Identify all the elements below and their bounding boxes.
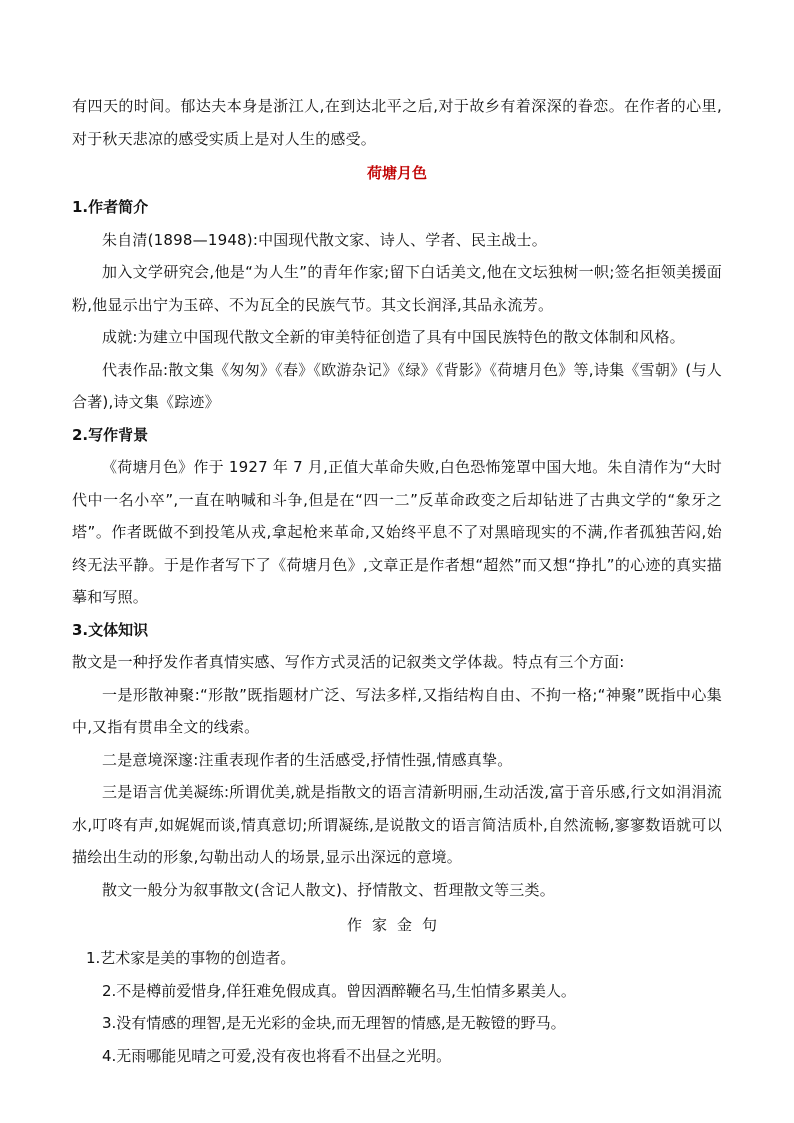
section-title: 荷塘月色 — [366, 164, 427, 182]
author-paragraph: 代表作品:散文集《匆匆》《春》《欧游杂记》《绿》《背影》《荷塘月色》等,诗集《雪朝》(与人合著),诗文集《踪迹》 — [72, 360, 722, 411]
quote-item: 2.不是樽前爱惜身,佯狂难免假成真。曾因酒醉鞭名马,生怕情多累美人。 — [102, 981, 576, 1000]
author-paragraph: 朱自清(1898—1948):中国现代散文家、诗人、学者、民主战士。 — [102, 230, 547, 249]
intro-paragraph: 有四天的时间。郁达夫本身是浙江人,在到达北平之后,对于故乡有着深深的眷恋。在作者的心里,对于秋天悲凉的感受实质上是对人生的感受。 — [72, 97, 722, 148]
genre-paragraph: 三是语言优美凝练:所谓优美,就是指散文的语言清新明丽,生动活泼,富于音乐感,行文如涓涓流水,叮咚有声,如娓娓而谈,情真意切;所谓凝练,是说散文的语言简洁质朴,自然流畅,寥寥数语就可以描绘出生动的形象,勾勒出动人的场景,显示出深远的意境。 — [72, 783, 722, 866]
document-page — [72, 90, 722, 1072]
quote-item: 3.没有情感的理智,是无光彩的金块,而无理智的情感,是无鞍镫的野马。 — [102, 1014, 566, 1032]
quote-item: 4.无雨哪能见晴之可爱,没有夜也将看不出昼之光明。 — [102, 1046, 452, 1065]
section-heading-author: 1.作者简介 — [72, 198, 149, 216]
genre-paragraph: 二是意境深邃:注重表现作者的生活感受,抒情性强,情感真挚。 — [102, 750, 513, 769]
quote-item: 1.艺术家是美的事物的创造者。 — [86, 949, 296, 967]
quotes-title: 作家金句 — [346, 916, 447, 934]
genre-lead: 散文是一种抒发作者真情实感、写作方式灵活的记叙类文学体裁。特点有三个方面: — [72, 653, 625, 671]
genre-paragraph: 一是形散神聚:“形散”既指题材广泛、写法多样,又指结构自由、不拘一格;“神聚”既指中心集中,又指有贯串全文的线索。 — [72, 685, 722, 736]
section-heading-background: 2.写作背景 — [72, 425, 149, 444]
genre-paragraph: 散文一般分为叙事散文(含记人散文)、抒情散文、哲理散文等三类。 — [102, 880, 555, 899]
author-paragraph: 成就:为建立中国现代散文全新的审美特征创造了具有中国民族特色的散文体制和风格。 — [102, 328, 685, 346]
author-paragraph: 加入文学研究会,他是“为人生”的青年作家;留下白话美文,他在文坛独树一帜;签名拒领美援面粉,他显示出宁为玉碎、不为瓦全的民族气节。其文长润泽,其品永流芳。 — [72, 263, 722, 314]
section-heading-genre: 3.文体知识 — [72, 620, 149, 639]
background-paragraph: 《荷塘月色》作于 1927 年 7 月,正值大革命失败,白色恐怖笼罩中国大地。朱自清作为“大时代中一名小卒”,一直在呐喊和斗争,但是在“四一二”反革命政变之后却钻进了古典文学的“象牙之塔”。作者既做不到投笔从戎,拿起枪来革命,又始终平息不了对黑暗现实的不满,作者孤独苦闷,始终无法平静。于是作者写下了《荷塘月色》,文章正是作者想“超然”而又想“挣扎”的心迹的真实描摹和写照。 — [72, 458, 722, 606]
